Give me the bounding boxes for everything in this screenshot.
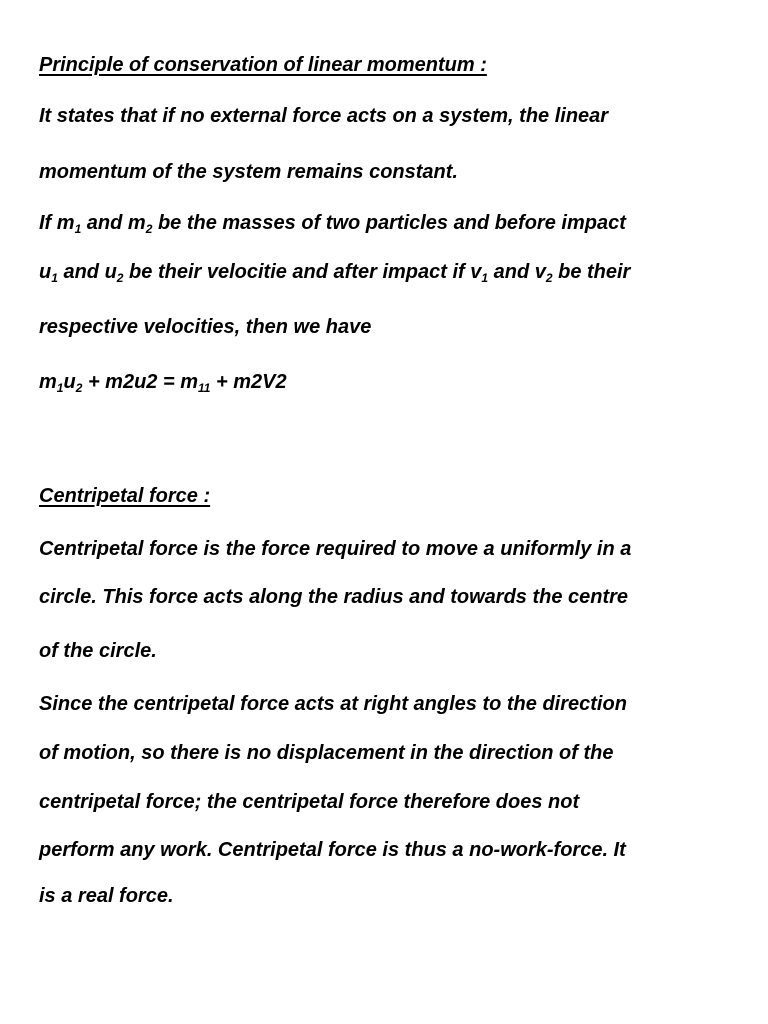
subscript: 1 (481, 271, 489, 285)
subscript: 2 (116, 271, 124, 285)
subscript: 1 (74, 222, 82, 236)
momentum-text-line: It states that if no external force acts on a system, the linear (39, 105, 609, 127)
text-fragment: be their velocitie and after impact if v (123, 261, 482, 283)
text-fragment: + m2V2 (210, 371, 287, 393)
momentum-text-line: respective velocities, then we have (39, 316, 372, 338)
centripetal-heading: Centripetal force : (39, 485, 211, 507)
text-fragment: and v (488, 261, 546, 283)
subscript: 2 (145, 222, 153, 236)
centripetal-text-line: perform any work. Centripetal force is thus a no-work-force. It (39, 839, 626, 861)
centripetal-text-line: of motion, so there is no displacement in the direction of the (39, 742, 614, 764)
text-fragment: u (63, 371, 76, 393)
centripetal-text-line: centripetal force; the centripetal force therefore does not (39, 791, 580, 813)
text-fragment: If m (39, 212, 75, 234)
momentum-text-line: momentum of the system remains constant. (39, 161, 458, 183)
centripetal-text-line: Since the centripetal force acts at right angles to the direction (39, 693, 627, 715)
centripetal-text-line: of the circle. (39, 640, 157, 662)
centripetal-text-line: Centripetal force is the force required to move a uniformly in a (39, 538, 632, 560)
text-fragment: be their (552, 261, 631, 283)
centripetal-text-line: is a real force. (39, 885, 174, 907)
text-fragment: + m2u2 = m (82, 371, 199, 393)
subscript: 1 (51, 271, 58, 285)
text-fragment: u (39, 261, 52, 283)
text-fragment: and m (81, 212, 146, 234)
momentum-equation (39, 370, 287, 394)
centripetal-text-line: circle. This force acts along the radius and towards the centre (39, 586, 629, 608)
text-fragment: and u (57, 261, 117, 283)
momentum-heading: Principle of conservation of linear momentum : (39, 54, 487, 76)
subscript: 1 (56, 381, 64, 395)
subscript: 11 (198, 381, 211, 395)
subscript: 2 (545, 271, 553, 285)
momentum-text-line (39, 260, 630, 284)
subscript: 2 (75, 381, 83, 395)
text-fragment: m (39, 371, 57, 393)
text-fragment: be the masses of two particles and before impact (152, 212, 626, 234)
momentum-text-line (39, 211, 626, 235)
